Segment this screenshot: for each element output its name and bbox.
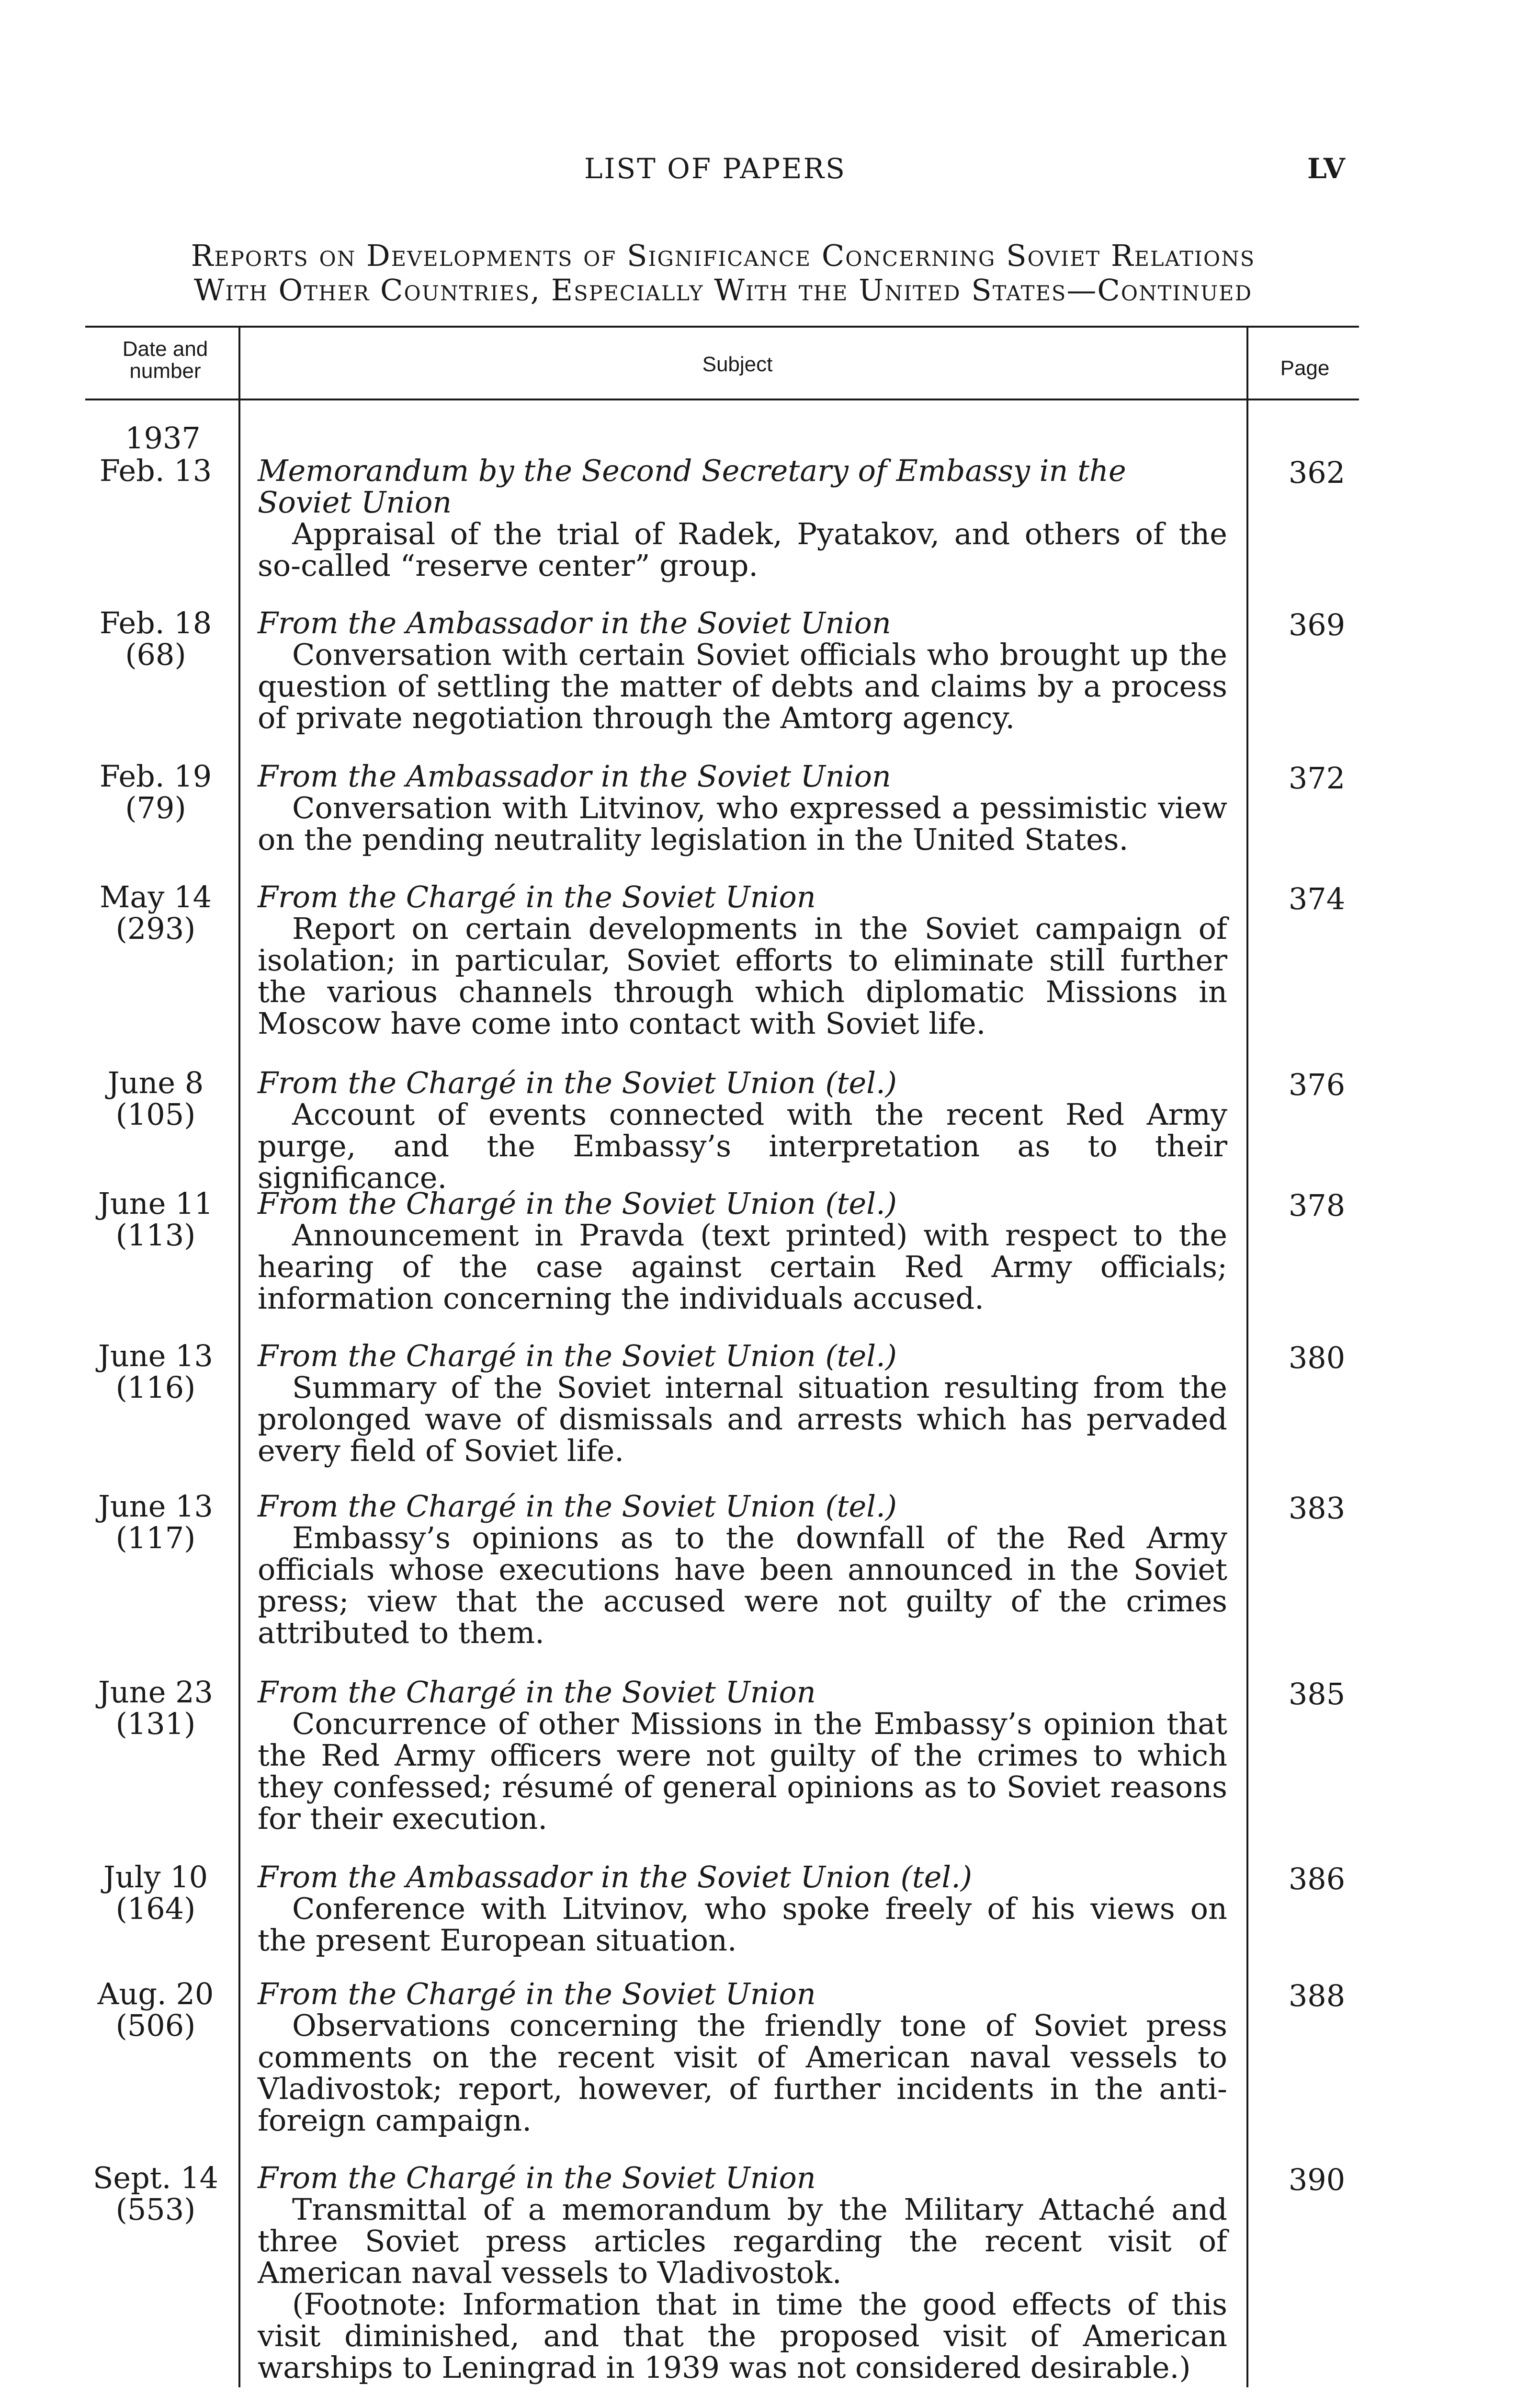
entry-number: (68) <box>125 637 186 672</box>
entry-subject <box>258 1340 1227 1467</box>
entry-date-text: June 11 <box>98 1186 213 1221</box>
entry-page-number: 378 <box>1288 1188 1346 1223</box>
running-title: LIST OF PAPERS <box>584 152 846 185</box>
entry-description: Conversation with certain Soviet officials who brought up the question of settling the matter of debts and claims by a process of private negotiation through the Amtorg agency. <box>258 637 1227 735</box>
entry-description: Announcement in Pravda (text printed) with respect to the hearing of the case against certain Red Army officials; information concerning the individuals accused. <box>258 1218 1227 1316</box>
entry-page-number: 369 <box>1288 607 1346 642</box>
entry-date <box>84 2162 227 2225</box>
entry-number: (506) <box>115 2008 196 2043</box>
entry-subject <box>258 607 1227 734</box>
entry-page-number: 388 <box>1288 1978 1346 2013</box>
entry-page-number: 376 <box>1288 1067 1346 1102</box>
entry-date-text: June 13 <box>98 1489 213 1524</box>
section-heading-line-1: Reports on Developments of Significance Concerning Soviet Relations <box>191 238 1256 273</box>
entry-date-text: Feb. 18 <box>99 605 212 640</box>
entry-date-text: May 14 <box>99 879 212 914</box>
entry-subject <box>258 1188 1227 1314</box>
column-header-page: Page <box>1280 356 1330 380</box>
entry-number: (117) <box>115 1520 196 1555</box>
entry-number: (164) <box>115 1891 196 1926</box>
entry-subject <box>258 1978 1227 2136</box>
entry-date <box>84 1188 227 1251</box>
entry-date <box>84 1340 227 1403</box>
entry-date <box>84 881 227 945</box>
entry-title: Memorandum by the Second Secretary of Embassy in the Soviet Union <box>258 453 1126 520</box>
entry-description: Summary of the Soviet internal situation resulting from the prolonged wave of dismissals and arrests which has pervaded every field of Soviet life. <box>258 1370 1227 1468</box>
entry-date-text: July 10 <box>103 1859 208 1894</box>
entry-page-number: 380 <box>1288 1340 1346 1375</box>
year-label: 1937 <box>125 421 201 456</box>
entry-page-number: 386 <box>1288 1861 1346 1896</box>
entry-title: From the Chargé in the Soviet Union (tel.) <box>258 1186 897 1221</box>
entry-subject <box>258 1676 1227 1835</box>
entry-number: (553) <box>115 2192 196 2227</box>
entry-description: Conversation with Litvinov, who expressed a pessimistic view on the pending neutrality legislation in the United States. <box>258 790 1227 857</box>
entry-subject <box>258 1067 1227 1194</box>
entry-title: From the Chargé in the Soviet Union <box>258 879 816 914</box>
entry-date <box>84 455 227 487</box>
entry-number: (105) <box>115 1097 196 1132</box>
entry-subject <box>258 455 1227 582</box>
entry-date <box>84 1861 227 1925</box>
column-header-date: Date and number <box>122 337 208 383</box>
entry-subject <box>258 1491 1227 1649</box>
entry-number: (113) <box>115 1218 196 1253</box>
entry-page-number: 374 <box>1288 881 1346 916</box>
running-header <box>0 152 1540 191</box>
entry-date-text: June 13 <box>98 1338 213 1373</box>
entry-page-number: 385 <box>1288 1676 1346 1711</box>
entry-description: Observations concerning the friendly tone of Soviet press comments on the recent visit of American naval vessels to Vladivostok; report, however, of further incidents in the anti-foreign campaign. <box>258 2008 1227 2138</box>
entry-title: From the Chargé in the Soviet Union <box>258 1675 816 1710</box>
column-header-subject: Subject <box>702 353 773 376</box>
entry-description: Report on certain developments in the Soviet campaign of isolation; in particular, Soviet efforts to eliminate still further the various channels through which diplomatic Missions in Moscow have come into contact with Soviet life. <box>258 911 1227 1041</box>
entry-title: From the Chargé in the Soviet Union (tel.) <box>258 1065 897 1100</box>
entry-page-number: 372 <box>1288 761 1346 796</box>
entry-title: From the Chargé in the Soviet Union (tel.) <box>258 1338 897 1373</box>
entry-description: Embassy’s opinions as to the downfall of the Red Army officials whose executions have been announced in the Soviet press; view that the accused were not guilty of the crimes attributed to them. <box>258 1520 1227 1650</box>
entry-date <box>84 1676 227 1740</box>
section-heading <box>77 239 1370 308</box>
entry-page-number: 390 <box>1288 2162 1346 2197</box>
table-top-rule <box>85 326 1359 328</box>
entry-title: From the Ambassador in the Soviet Union <box>258 605 891 640</box>
entry-number: (79) <box>125 790 186 825</box>
entry-title: From the Chargé in the Soviet Union (tel.) <box>258 1489 897 1524</box>
entry-number: (293) <box>115 911 196 946</box>
entry-date-text: Feb. 19 <box>99 759 212 794</box>
header-bottom-rule <box>85 399 1359 400</box>
entry-subject <box>258 881 1227 1039</box>
entry-date <box>84 1491 227 1554</box>
entry-footnote: (Footnote: Information that in time the good effects of this visit diminished, and that the proposed visit of American warships to Leningrad in 1939 was not considered desirable.) <box>258 2287 1227 2385</box>
entry-description: Concurrence of other Missions in the Embassy’s opinion that the Red Army officers were not guilty of the crimes to which they confessed; résumé of general opinions as to Soviet reasons for their execution. <box>258 1706 1227 1836</box>
entry-number: (131) <box>115 1706 196 1741</box>
entry-subject <box>258 1861 1227 1956</box>
entry-date <box>84 1978 227 2041</box>
entry-title: From the Ambassador in the Soviet Union <box>258 759 891 794</box>
entry-date-text: June 23 <box>98 1675 213 1710</box>
entry-description: Appraisal of the trial of Radek, Pyatakov, and others of the so-called “reserve center” group. <box>258 516 1227 583</box>
date-column-divider <box>238 328 240 2387</box>
entry-subject <box>258 761 1227 855</box>
entry-title: From the Chargé in the Soviet Union <box>258 1976 816 2011</box>
entry-description: Transmittal of a memorandum by the Military Attaché and three Soviet press articles regarding the recent visit of American naval vessels to Vladivostok. <box>258 2192 1227 2290</box>
entry-description: Conference with Litvinov, who spoke freely of his views on the present European situation. <box>258 1891 1227 1958</box>
entry-date-text: Feb. 13 <box>99 453 212 488</box>
page-column-divider <box>1246 328 1248 2387</box>
entry-description: Account of events connected with the recent Red Army purge, and the Embassy’s interpretation as to their significance. <box>258 1097 1227 1195</box>
entry-title: From the Ambassador in the Soviet Union (tel.) <box>258 1859 973 1894</box>
entry-date <box>84 761 227 824</box>
entry-page-number: 362 <box>1288 455 1346 490</box>
page-number: LV <box>1307 152 1345 185</box>
entry-number: (116) <box>115 1370 196 1405</box>
entry-date-text: June 8 <box>107 1065 204 1100</box>
entry-date-text: Sept. 14 <box>92 2160 219 2195</box>
entry-date <box>84 607 227 671</box>
entry-subject <box>258 2162 1227 2384</box>
entry-date <box>84 1067 227 1130</box>
entry-title: From the Chargé in the Soviet Union <box>258 2160 816 2195</box>
entry-date-text: Aug. 20 <box>97 1976 214 2011</box>
entry-page-number: 383 <box>1288 1491 1346 1526</box>
section-heading-line-2: With Other Countries, Especially With the United States—Continued <box>193 273 1253 308</box>
